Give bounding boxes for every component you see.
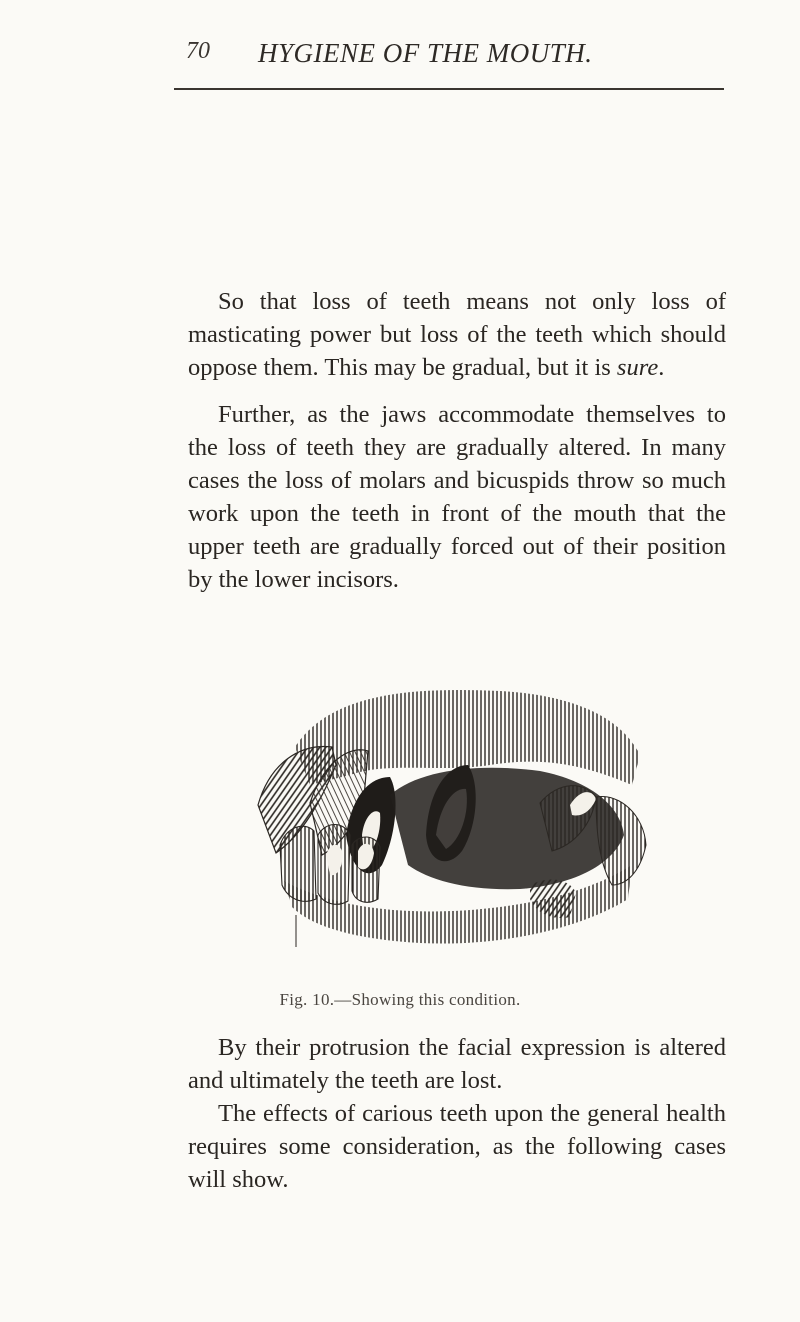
paragraph-4 — [188, 1097, 726, 1196]
running-head: HYGIENE OF THE MOUTH. — [258, 38, 593, 68]
header-rule — [174, 88, 724, 90]
paragraph-2 — [188, 398, 726, 596]
paragraph-1 — [188, 285, 726, 384]
paragraph-2-text: Further, as the jaws accommodate themselves to the loss of teeth they are gradually altered. In many cases the loss of molars and bicuspids throw so much work upon the teeth in front of the mouth that the upper teeth are gradually forced out of their position by the lower incisors. — [188, 401, 726, 593]
figure-teeth-illustration — [240, 685, 660, 957]
page-number: 70 — [186, 38, 210, 64]
paragraph-1-end: . — [658, 354, 665, 381]
paragraph-4-text: The effects of carious teeth upon the general health requires some consideration, as the following cases will show. — [188, 1100, 726, 1193]
figure-caption: Fig. 10.—Showing this condition. — [279, 990, 521, 1009]
paragraph-3 — [188, 1031, 726, 1097]
teeth-engraving — [240, 685, 660, 957]
paragraph-3-text: By their protrusion the facial expression is altered and ultimately the teeth are lost. — [188, 1034, 726, 1094]
paragraph-1-text: So that loss of teeth means not only loss of masticating power but loss of the teeth which should oppose them. This may be gradual, but it is — [188, 288, 726, 381]
page-header — [0, 38, 800, 78]
emphasis-sure: sure — [616, 354, 659, 381]
